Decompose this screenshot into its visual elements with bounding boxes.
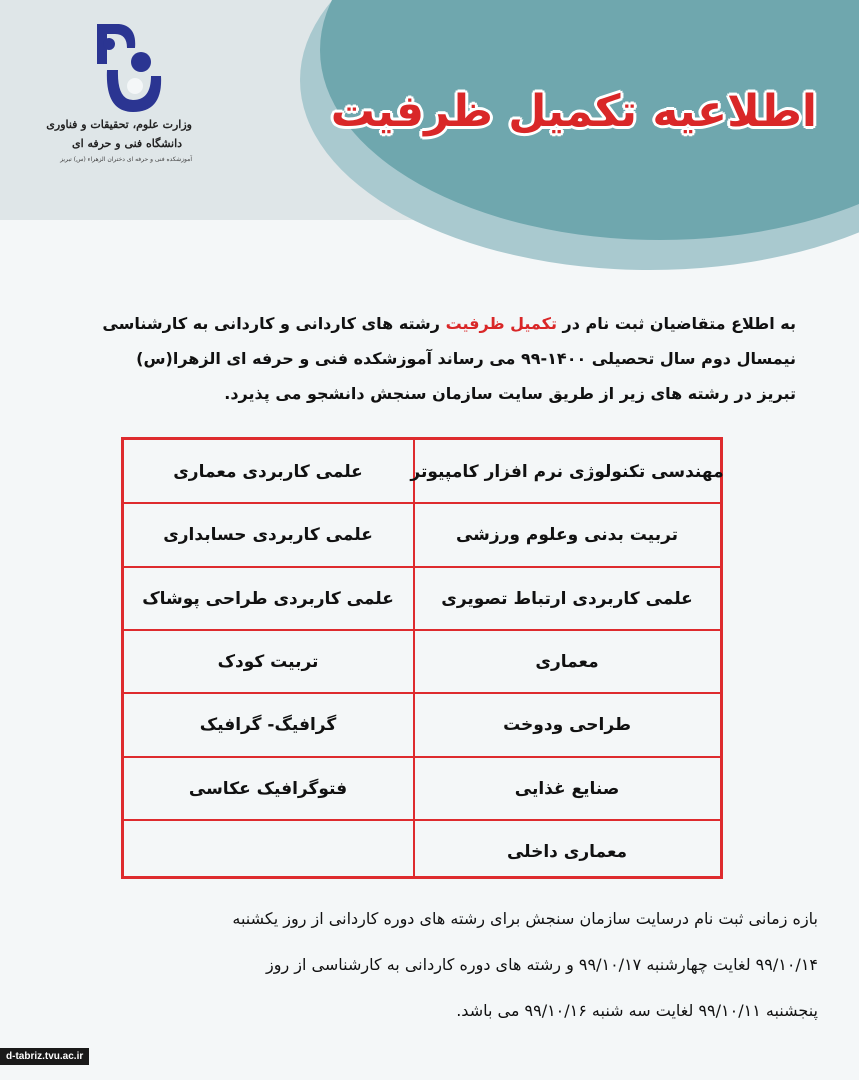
intro-line-2: نیمسال دوم سال تحصیلی ۱۴۰۰-۹۹ می رساند آموزشکده فنی و حرفه ای الزهرا(س) — [136, 349, 796, 368]
page-title: اطلاعیه تکمیل ظرفیت — [330, 86, 817, 137]
field-cell: معماری — [535, 652, 599, 672]
field-cell-empty — [124, 820, 412, 884]
field-cell: علمی کاربردی ارتباط تصویری — [441, 589, 693, 609]
footer-line-2: ۹۹/۱۰/۱۴ لغایت چهارشنبه ۹۹/۱۰/۱۷ و رشته های دوره کاردانی به کارشناسی از روز — [266, 955, 818, 974]
footer-line-1: بازه زمانی ثبت نام درسایت سازمان سنجش برای رشته های دوره کاردانی از روز یکشنبه — [232, 909, 818, 928]
registration-period-text — [40, 896, 818, 1034]
intro-line-1: به اطلاع متقاضیان ثبت نام در تکمیل ظرفیت رشته های کاردانی و کاردانی به کارشناسی — [102, 314, 796, 333]
intro-paragraph — [60, 306, 796, 411]
field-cell: تربیت بدنی وعلوم ورزشی — [455, 525, 679, 545]
intro-line-3: تبریز در رشته های زیر از طریق سایت سازمان سنجش دانشجو می پذیرد. — [224, 384, 796, 403]
logo-university-text: دانشگاه فنی و حرفه ای — [71, 137, 183, 150]
field-cell: علمی کاربردی طراحی پوشاک — [142, 589, 394, 609]
logo-ministry-text: وزارت علوم، تحقیقات و فناوری — [46, 118, 192, 131]
field-cell: مهندسی تکنولوژی نرم افزار کامپیوتر — [410, 462, 724, 482]
field-cell: علمی کاربردی حسابداری — [163, 525, 373, 545]
site-watermark: d-tabriz.tvu.ac.ir — [0, 1048, 89, 1065]
logo-college-text: آموزشکده فنی و حرفه ای دختران الزهراء (س) تبریز — [60, 156, 192, 163]
field-cell: صنایع غذایی — [514, 779, 620, 799]
field-cell: طراحی ودوخت — [503, 715, 631, 735]
university-logo — [46, 20, 192, 200]
intro-highlight: تکمیل ظرفیت — [445, 314, 557, 333]
field-cell: گرافیگ- گرافیک — [199, 715, 337, 735]
fields-table — [121, 437, 723, 879]
field-cell: علمی کاربردی معماری — [173, 462, 363, 482]
field-cell: معماری داخلی — [506, 842, 628, 862]
footer-line-3: پنجشنبه ۹۹/۱۰/۱۱ لغایت سه شنبه ۹۹/۱۰/۱۶ می باشد. — [456, 1001, 818, 1020]
tvu-emblem-icon — [87, 20, 167, 116]
field-cell: تربیت کودک — [217, 652, 319, 672]
field-cell: فتوگرافیک عکاسی — [188, 779, 348, 799]
